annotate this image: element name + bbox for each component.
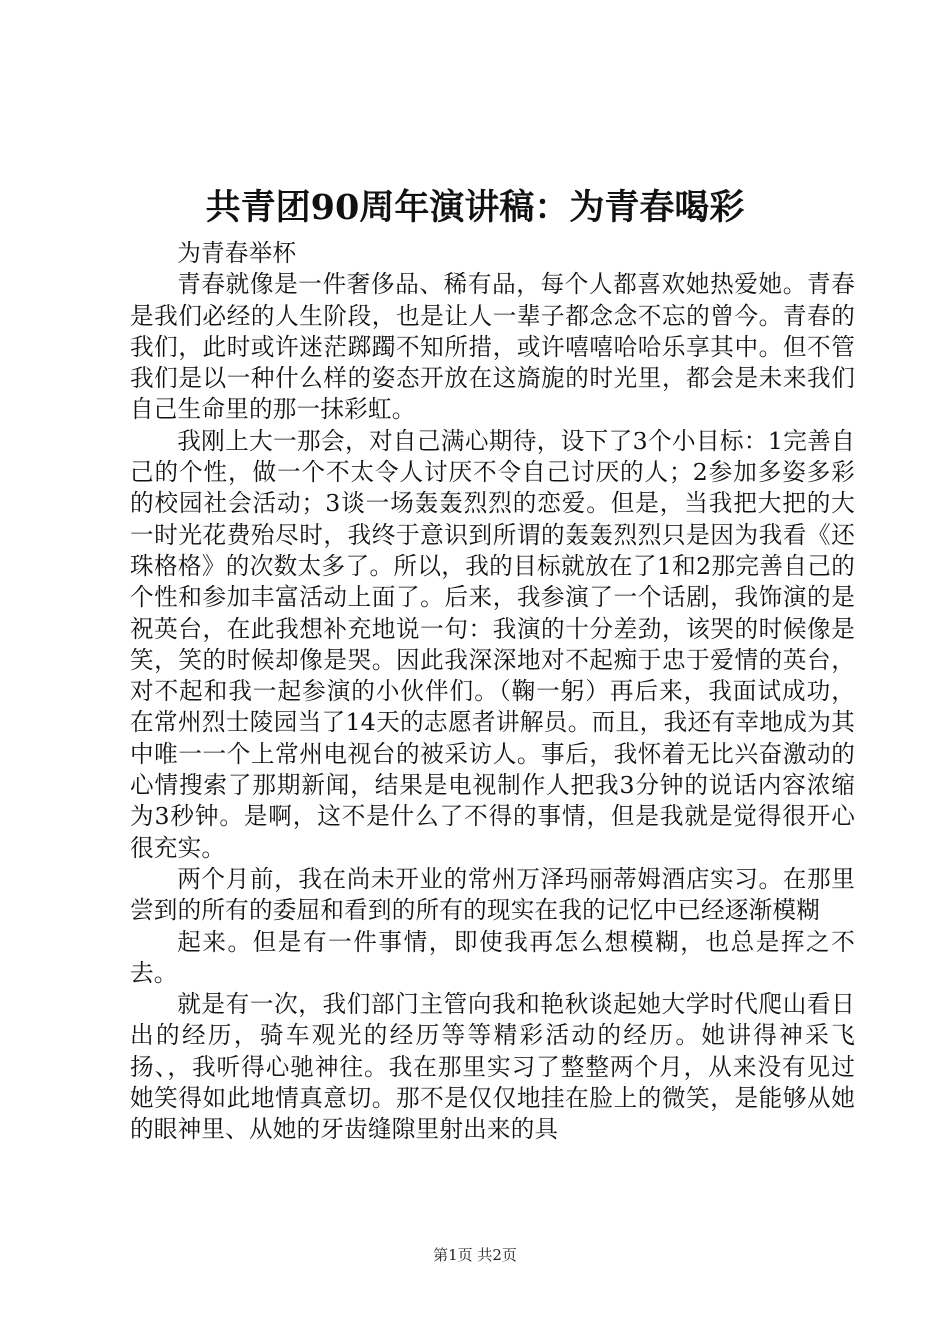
paragraph: 起来。但是有一件事情，即使我再怎么想模糊，也总是挥之不去。	[130, 927, 855, 987]
paragraph: 两个月前，我在尚未开业的常州万泽玛丽蒂姆酒店实习。在那里尝到的所有的委屈和看到的所有的现实在我的记忆中已经逐渐模糊	[130, 864, 855, 925]
document-title: 共青团90周年演讲稿：为青春喝彩	[205, 187, 745, 228]
paragraph-subtitle: 为青春举杯	[177, 239, 297, 267]
page-footer: 第1页 共2页	[433, 1246, 517, 1264]
paragraph: 就是有一次，我们部门主管向我和艳秋谈起她大学时代爬山看日出的经历，骑车观光的经历等等精彩活动的经历。她讲得神采飞扬、，我听得心驰神往。我在那里实习了整整两个月，从来没有见过她笑得如此地情真意切。那不是仅仅地挂在脸上的微笑，是能够从她的眼神里、从她的牙齿缝隙里射出来的具	[130, 990, 855, 1144]
paragraph: 我刚上大一那会，对自己满心期待，设下了3个小目标：1完善自己的个性，做一个不太令人讨厌不令自己讨厌的人；2参加多姿多彩的校园社会活动；3谈一场轰轰烈烈的恋爱。但是，当我把大把的大一时光花费殆尽时，我终于意识到所谓的轰轰烈烈只是因为我看《还珠格格》的次数太多了。所以，我的目标就放在了1和2那完善自己的个性和参加丰富活动上面了。后来，我参演了一个话剧，我饰演的是祝英台，在此我想补充地说一句：我演的十分差劲，该哭的时候像是笑，笑的时候却像是哭。因此我深深地对不起痴于忠于爱情的英台，对不起和我一起参演的小伙伴们。（鞠一躬）再后来，我面试成功，在常州烈士陵园当了14天的志愿者讲解员。而且，我还有幸地成为其中唯一一个上常州电视台的被采访人。事后，我怀着无比兴奋激动的心情搜索了那期新闻，结果是电视制作人把我3分钟的说话内容浓缩为3秒钟。是啊，这不是什么了不得的事情，但是我就是觉得很开心很充实。	[130, 426, 855, 862]
document-body	[130, 238, 855, 1146]
paragraph: 青春就像是一件奢侈品、稀有品，每个人都喜欢她热爱她。青春是我们必经的人生阶段，也是让人一辈子都念念不忘的曾今。青春的我们，此时或许迷茫踯躅不知所措，或许嘻嘻哈哈乐享其中。但不管我们是以一种什么样的姿态开放在这旖旎的时光里，都会是未来我们自己生命里的那一抹彩虹。	[130, 270, 855, 424]
